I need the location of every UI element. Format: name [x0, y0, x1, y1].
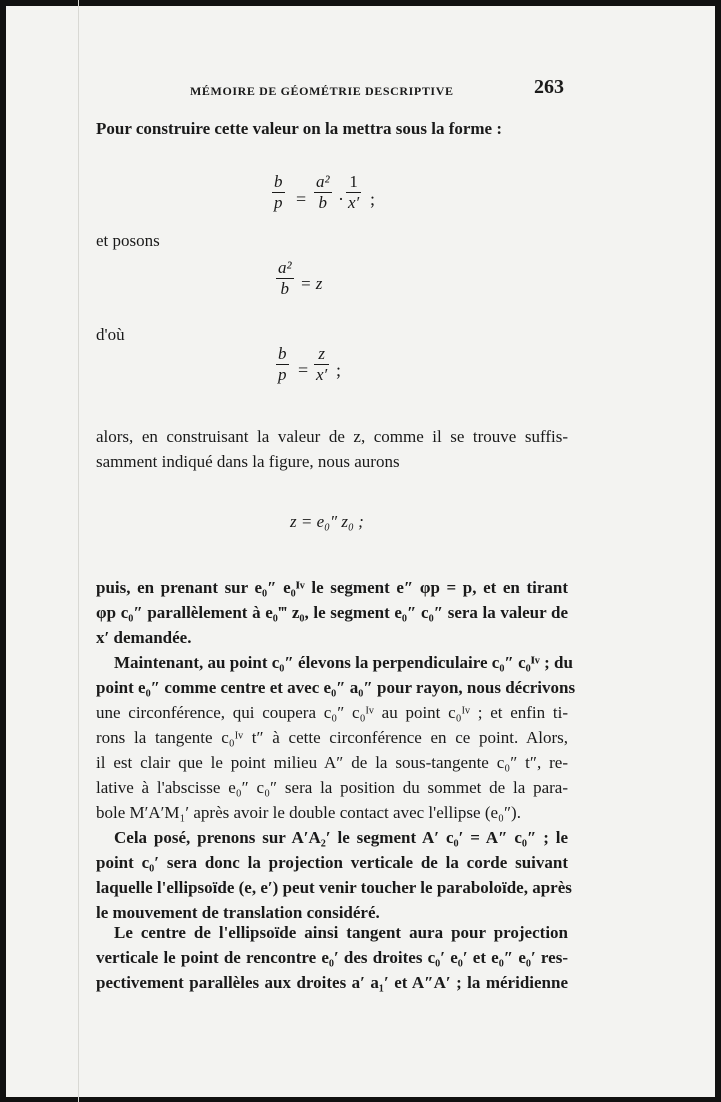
eq3-num: b	[278, 344, 287, 363]
para-cela-line-1: Cela posé, prenons sur A′A₂′ le segment A′ c₀′ = A″ c₀″ ; le	[114, 828, 568, 847]
eq1-dot: ·	[338, 189, 344, 209]
para-centre-line-1: Le centre de l'ellipsoïde ainsi tangent aura pour projection	[114, 923, 568, 942]
eq3-equals: =	[298, 360, 309, 380]
eq2-num: a²	[278, 258, 292, 277]
eq1-equals: =	[296, 189, 307, 209]
para-alors-line-2: samment indiqué dans la figure, nous aurons	[96, 452, 400, 471]
eq1-fraction-b-p	[272, 172, 285, 213]
para-maintenant-line-1: Maintenant, au point c₀″ élevons la perpendiculaire c₀″ c₀ᴵᵛ ; du	[114, 653, 573, 672]
equation-4: z = e₀″ z₀ ;	[290, 512, 364, 531]
para-maintenant-line-3: une circonférence, qui coupera c₀″ c₀ᴵᵛ au point c₀ᴵᵛ ; et enfin ti-	[96, 703, 568, 722]
eq3-semicolon: ;	[336, 360, 342, 380]
scan-border-bottom	[0, 1097, 721, 1102]
eq1-num: 1	[349, 172, 358, 191]
label-posons: et posons	[96, 231, 160, 250]
para-maintenant-line-6: lative à l'abscisse e₀″ c₀″ sera la position du sommet de la para-	[96, 778, 568, 797]
scan-border-right	[715, 0, 721, 1102]
eq2-den: b	[280, 279, 290, 298]
eq1-fraction-1-x	[346, 172, 361, 213]
eq3-num: z	[318, 344, 325, 363]
eq3-fraction-z-x	[314, 344, 329, 385]
eq3-fraction-b-p	[276, 344, 289, 385]
para-cela-line-3: laquelle l'ellipsoïde (e, e′) peut venir toucher le paraboloïde, après	[96, 878, 572, 897]
eq1-semicolon: ;	[370, 189, 376, 209]
para-cela-line-4: le mouvement de translation considéré.	[96, 903, 380, 922]
eq3-den: x′	[316, 365, 328, 384]
intro-line: Pour construire cette valeur on la mettra sous la forme :	[96, 119, 503, 138]
page-number: 263	[534, 76, 564, 98]
para-maintenant-line-7: bole M′A′M₁′ après avoir le double contact avec l'ellipse (e₀″).	[96, 803, 521, 822]
eq2-fraction-a2-b	[276, 258, 294, 299]
eq1-num: b	[274, 172, 283, 191]
scan-border-left	[0, 0, 6, 1102]
para-maintenant-line-2: point e₀″ comme centre et avec e₀″ a₀″ pour rayon, nous décrivons	[96, 678, 576, 697]
eq1-den: p	[274, 193, 283, 212]
page-gutter	[78, 0, 79, 1102]
para-centre-line-2: verticale le point de rencontre e₀′ des droites c₀′ e₀′ et e₀″ e₀′ res-	[96, 948, 568, 967]
para-alors-line-1: alors, en construisant la valeur de z, comme il se trouve suffis-	[96, 427, 568, 446]
para-maintenant-line-5: il est clair que le point milieu A″ de la sous-tangente c₀″ t″, re-	[96, 753, 568, 772]
scan-border-top	[0, 0, 721, 6]
para-puis-line-3: x′ demandée.	[96, 628, 192, 647]
para-puis-line-1: puis, en prenant sur e₀″ e₀ᴵᵛ le segment e″ φp = p, et en tirant	[96, 578, 568, 597]
para-cela-line-2: point c₀′ sera donc la projection verticale de la corde suivant	[96, 853, 568, 872]
eq2-rhs: = z	[300, 274, 323, 293]
para-puis-line-2: φp c₀″ parallèlement à e₀‴ z₀, le segment e₀″ c₀″ sera la valeur de	[96, 603, 568, 622]
running-title: MÉMOIRE DE GÉOMÉTRIE DESCRIPTIVE	[190, 84, 454, 98]
eq1-den: b	[318, 193, 328, 212]
eq3-den: p	[278, 365, 287, 384]
para-maintenant-line-4: rons la tangente c₀ᴵᵛ t″ à cette circonférence en ce point. Alors,	[96, 728, 568, 747]
eq1-den: x′	[348, 193, 360, 212]
eq1-fraction-a2-b	[314, 172, 332, 213]
label-dou: d'où	[96, 325, 125, 344]
eq1-num: a²	[316, 172, 330, 191]
para-centre-line-3: pectivement parallèles aux droites a′ a₁′ et A″A′ ; la méridienne	[96, 973, 568, 992]
